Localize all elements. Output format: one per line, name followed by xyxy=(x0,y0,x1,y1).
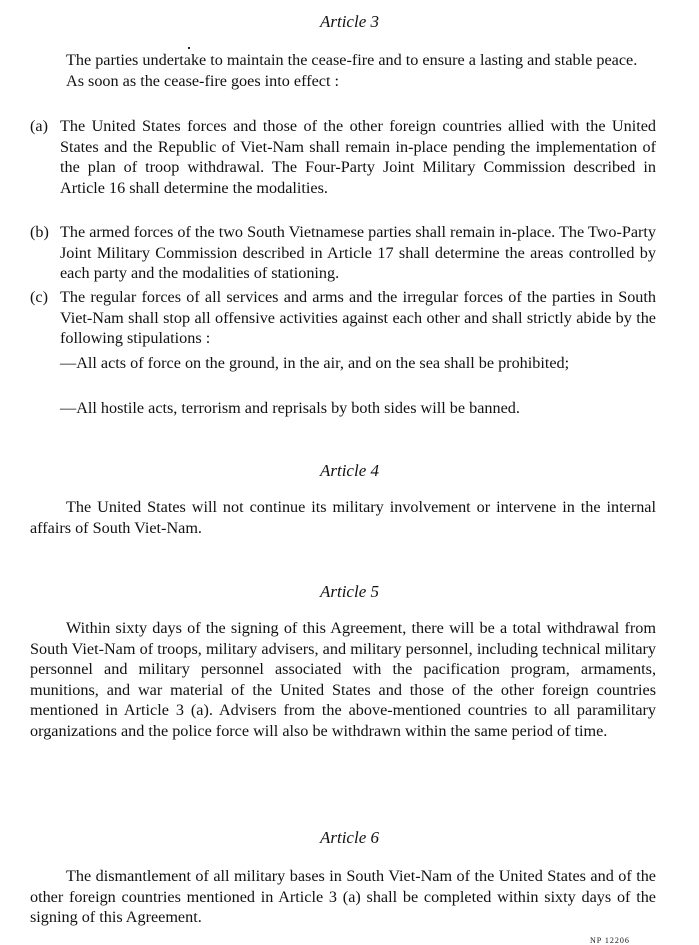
article-3-item-b xyxy=(30,222,656,284)
article-5-heading: Article 5 xyxy=(319,582,379,601)
article-3-item-a xyxy=(30,116,656,198)
stipulation-text: —All acts of force on the ground, in the air, and on the sea shall be prohibited; xyxy=(60,354,570,372)
article-3-intro xyxy=(30,50,656,91)
article-3-item-c xyxy=(30,287,656,349)
article-5-body xyxy=(30,618,656,741)
article-5-paragraph-1: Within sixty days of the signing of this Agreement, there will be a total withdrawal from South Viet-Nam of troops, military advisers, and military personnel, including technical military personnel and military personnel associated with the pacification program, armaments, munitions, and war material of the United States and those of the other foreign countries mentioned in Article 3 (a). Advisers from the above-mentioned countries to all paramilitary organizations and the police force will also be withdrawn within the same period of time. xyxy=(30,619,656,740)
article-4-body xyxy=(30,497,656,538)
item-text: The regular forces of all services and arms and the irregular forces of the parties in South Viet-Nam shall stop all offensive activities against each other and shall strictly abide by the following stipulations : xyxy=(60,288,656,347)
stipulation-text: —All hostile acts, terrorism and reprisals by both sides will be banned. xyxy=(60,399,520,417)
item-label: (c) xyxy=(30,288,48,306)
item-label: (b) xyxy=(30,223,49,241)
article-6-paragraph-1: The dismantlement of all military bases in South Viet-Nam of the United States and of the other foreign countries mentioned in Article 3 (a) shall be completed within sixty days of the signing of this Agreement. xyxy=(30,867,656,926)
scan-speck xyxy=(188,47,190,49)
article-4-paragraph-1: The United States will not continue its military involvement or intervene in the internal affairs of South Viet-Nam. xyxy=(30,498,656,537)
article-3-paragraph-2: As soon as the cease-fire goes into effect : xyxy=(66,71,339,90)
article-6-heading: Article 6 xyxy=(319,828,379,847)
stipulation-1 xyxy=(60,353,656,374)
stipulation-2 xyxy=(60,398,656,419)
article-3-paragraph-1: The parties undertake to maintain the cease-fire and to ensure a lasting and stable peace. xyxy=(66,51,638,69)
item-text: The armed forces of the two South Vietnamese parties shall remain in-place. The Two-Party Joint Military Commission described in Article 17 shall determine the areas controlled by each party and the modalities of stationing. xyxy=(60,223,656,282)
item-text: The United States forces and those of the other foreign countries allied with the United States and the Republic of Viet-Nam shall remain in-place pending the implementation of the plan of troop withdrawal. The Four-Party Joint Military Commission described in Article 16 shall determine the modalities. xyxy=(60,117,656,197)
footer-page-mark: NP 12206 xyxy=(590,936,630,945)
article-3-heading: Article 3 xyxy=(319,12,379,31)
article-4-heading: Article 4 xyxy=(319,461,379,480)
item-label: (a) xyxy=(30,117,48,135)
article-6-body xyxy=(30,866,656,928)
